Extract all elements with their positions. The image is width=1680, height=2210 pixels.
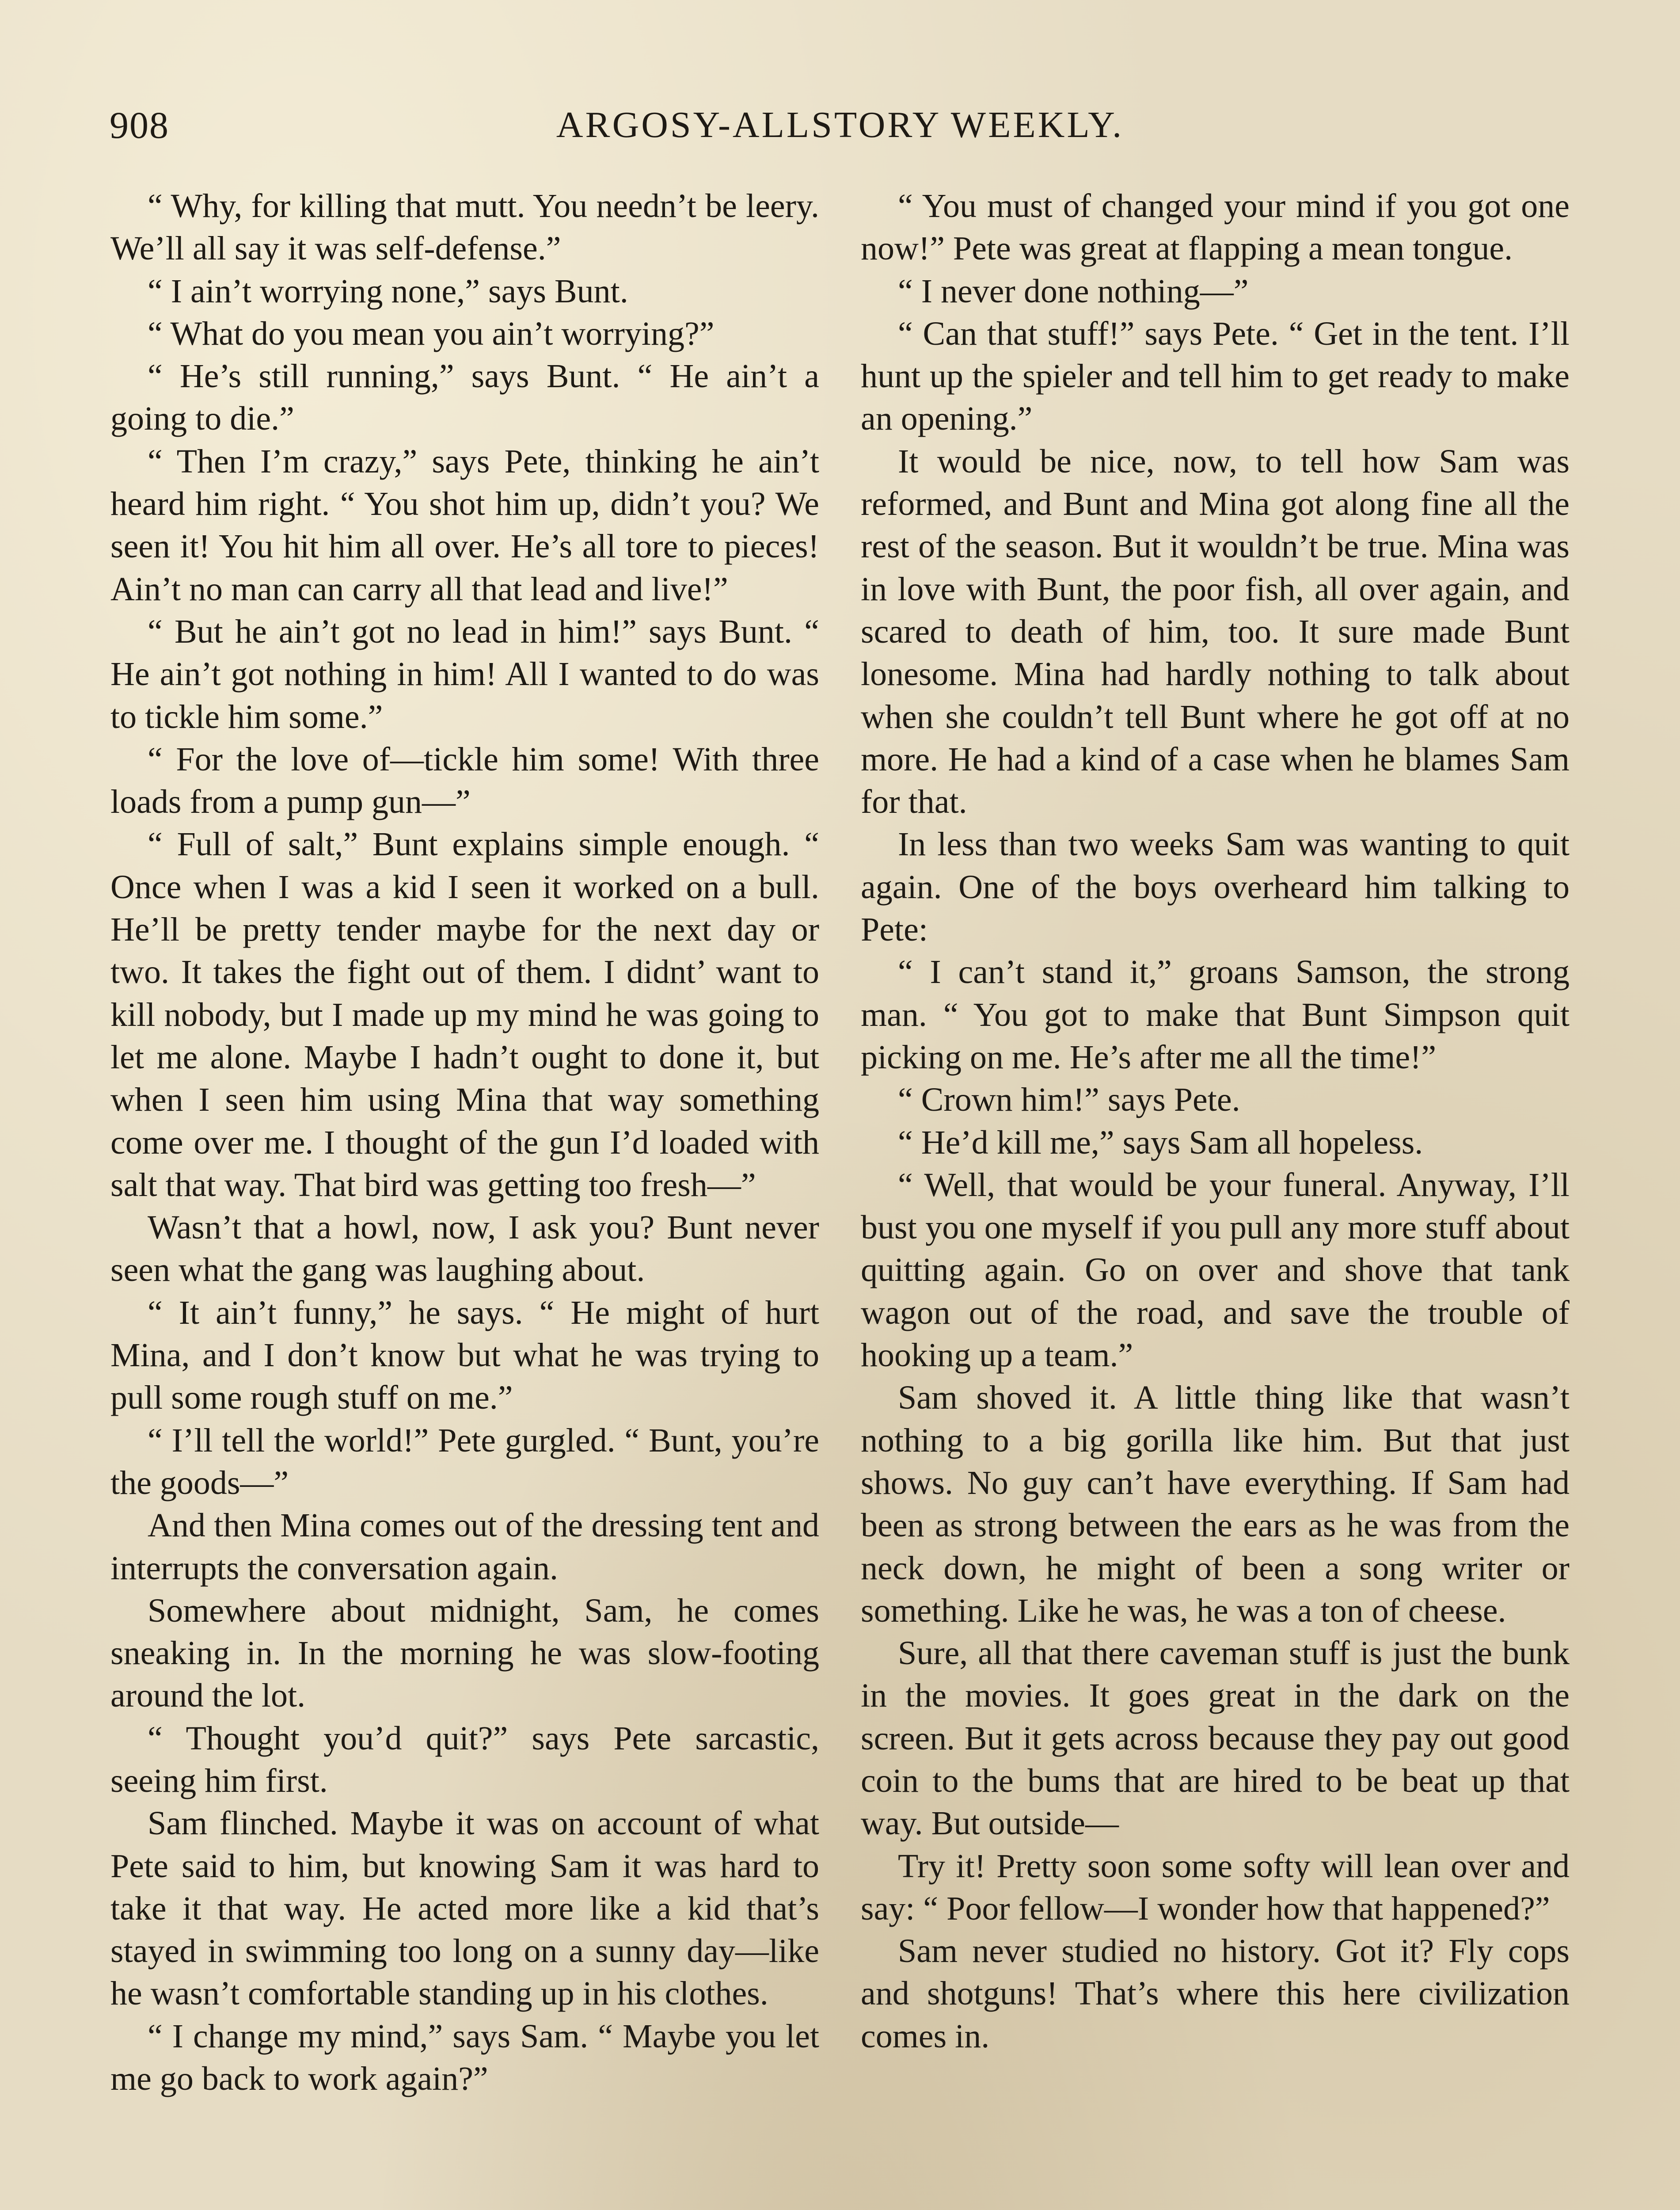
paragraph: “ Full of salt,” Bunt explains simple enough. “ Once when I was a kid I seen it worked on a bull. He’ll be pretty tender maybe for the next day or two. It takes the fight out of them. I didnt’ want to kill nobody, but I made up my mind he was going to let me alone. Maybe I hadn’t ought to done it, but when I seen him using Mina that way something come over me. I thought of the gun I’d loaded with salt that way. That bird was getting too fresh—” [110,826,819,1204]
paragraph: “ I’ll tell the world!” Pete gurgled. “ Bunt, you’re the goods—” [110,1421,819,1501]
paragraph: “ I change my mind,” says Sam. “ Maybe you let me go back to work again?” [110,2017,819,2098]
paragraph: “ Well, that would be your funeral. Anyway, I’ll bust you one myself if you pull any more stuff about quitting again. Go on over and shove that tank wagon out of the road, and save the trouble of hooking up a team.” [861,1166,1570,1374]
paragraph: “ Crown him!” says Pete. [898,1081,1240,1119]
paragraph: “ But he ain’t got no lead in him!” says Bunt. “ He ain’t got nothing in him! All I wanted to do was to tickle him some.” [110,613,819,735]
page-number: 908 [110,104,169,146]
paragraph: “ He’s still running,” says Bunt. “ He ain’t a going to die.” [110,358,819,438]
paragraph: Somewhere about midnight, Sam, he comes sneaking in. In the morning he was slow-footing around the lot. [110,1592,819,1715]
paragraph: “ I never done nothing—” [898,272,1249,310]
paragraph: It would be nice, now, to tell how Sam was reformed, and Bunt and Mina got along fine all the rest of the season. But it wouldn’t be true. Mina was in love with Bunt, the poor fish, all over again, and scared to death of him, too. It sure made Bunt lonesome. Mina had hardly nothing to talk about when she couldn’t tell Bunt where he got off at no more. He had a kind of a case when he blames Sam for that. [861,442,1570,821]
paragraph: “ I ain’t worrying none,” says Bunt. [148,272,628,310]
paragraph: “ Can that stuff!” says Pete. “ Get in the tent. I’ll hunt up the spieler and tell him to get ready to make an opening.” [861,315,1570,438]
paragraph: Sam never studied no history. Got it? Fly cops and shotguns! That’s where this here civilization comes in. [861,1932,1570,2055]
paragraph: “ Why, for killing that mutt. You needn’t be leery. We’ll all say it was self-defense.” [110,187,819,267]
right-column [861,185,1570,2210]
left-column [110,185,819,2210]
paragraph: In less than two weeks Sam was wanting to quit again. One of the boys overheard him talking to Pete: [861,826,1570,949]
paragraph: “ What do you mean you ain’t worrying?” [148,315,715,352]
paragraph: And then Mina comes out of the dressing tent and interrupts the conversation again. [110,1507,819,1587]
paragraph: “ He’d kill me,” says Sam all hopeless. [898,1124,1423,1161]
paragraph: Sure, all that there caveman stuff is just the bunk in the movies. It goes great in the dark on the screen. But it gets across because they pay out good coin to the bums that are hired to be beat up that way. But outside— [861,1635,1570,1842]
paragraph: Wasn’t that a howl, now, I ask you? Bunt never seen what the gang was laughing about. [110,1209,819,1289]
paragraph: Sam flinched. Maybe it was on account of what Pete said to him, but knowing Sam it was hard to take it that way. He acted more like a kid that’s stayed in swimming too long on a sunny day—like he wasn’t comfortable standing up in his clothes. [110,1805,819,2012]
paragraph: “ It ain’t funny,” he says. “ He might of hurt Mina, and I don’t know but what he was trying to pull some rough stuff on me.” [110,1294,819,1417]
paragraph: “ You must of changed your mind if you got one now!” Pete was great at flapping a mean tongue. [861,187,1570,267]
paragraph: “ I can’t stand it,” groans Samson, the strong man. “ You got to make that Bunt Simpson quit picking on me. He’s after me all the time!” [861,953,1570,1076]
paragraph: “ Then I’m crazy,” says Pete, thinking he ain’t heard him right. “ You shot him up, didn’t you? We seen it! You hit him all over. He’s all tore to pieces! Ain’t no man can carry all that lead and live!” [110,442,819,608]
paragraph: Try it! Pretty soon some softy will lean over and say: “ Poor fellow—I wonder how that happened?” [861,1847,1570,1927]
paragraph: “ For the love of—tickle him some! With three loads from a pump gun—” [110,740,819,821]
running-head: ARGOSY-ALLSTORY WEEKLY. [556,104,1124,145]
paragraph: “ Thought you’d quit?” says Pete sarcastic, seeing him first. [110,1719,819,1799]
paragraph: Sam shoved it. A little thing like that wasn’t nothing to a big gorilla like him. But that just shows. No guy can’t have everything. If Sam had been as strong between the ears as he was from the neck down, he might of been a song writer or something. Like he was, he was a ton of cheese. [861,1379,1570,1629]
page-header [0,101,1680,149]
